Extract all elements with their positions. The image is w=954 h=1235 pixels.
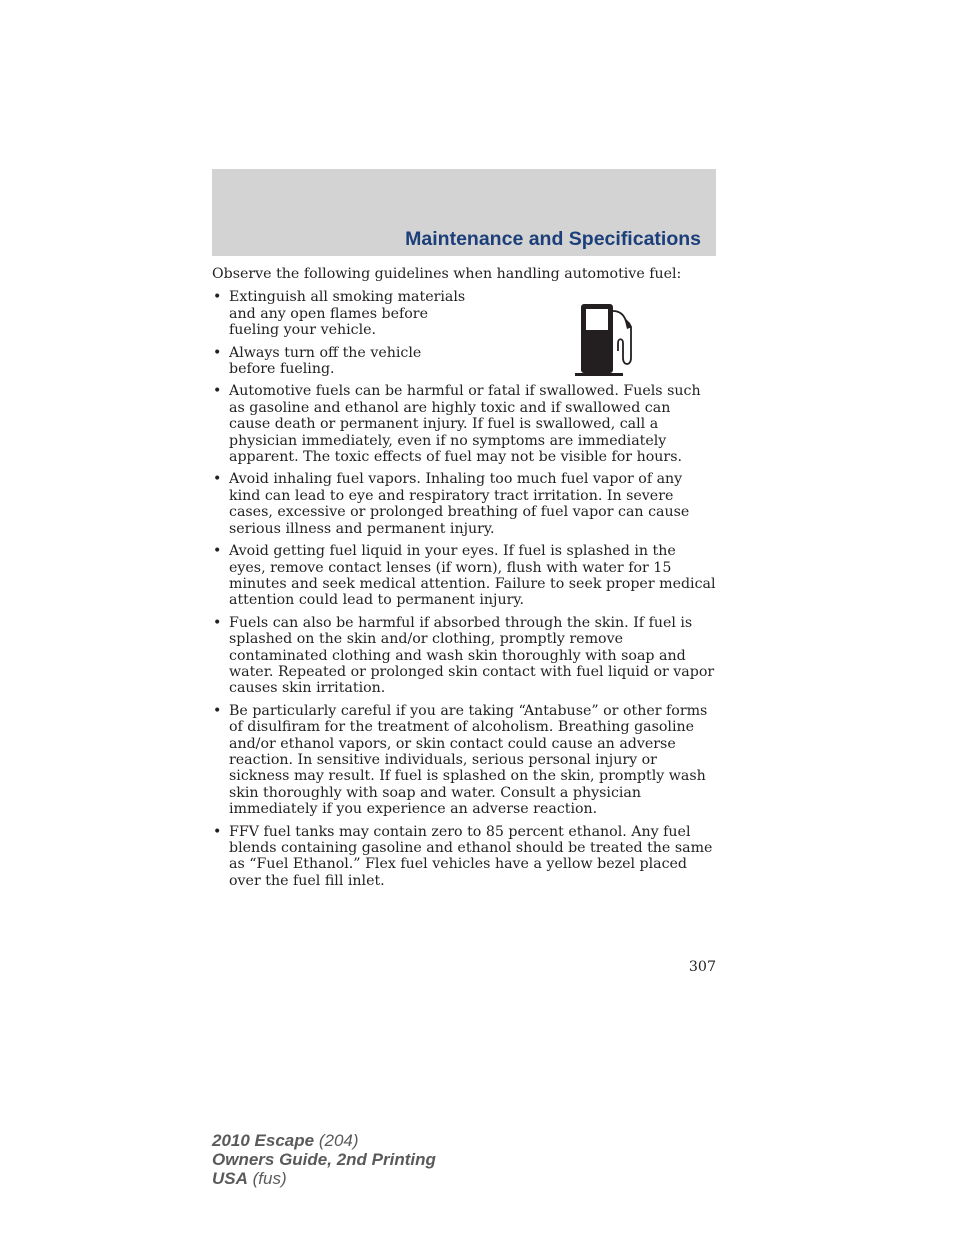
list-item: • Be particularly careful if you are taking “Antabuse” or other forms of disulfiram for the treatment of alcoholism. Breathing gasoline and/or ethanol vapors, or skin contact could cause an adverse reaction. In sensitive individuals, serious personal injury or sickness may result. If fuel is splashed on the skin, promptly wash skin thoroughly with soap and water. Consult a physician immediately if you experience an adverse reaction. <box>212 703 716 818</box>
footer-model: 2010 Escape <box>212 1131 315 1150</box>
footer-market: USA <box>212 1169 248 1188</box>
list-item: • FFV fuel tanks may contain zero to 85 percent ethanol. Any fuel blends containing gasoline and ethanol should be treated the same as “Fuel Ethanol.” Flex fuel vehicles have a yellow bezel placed over the fuel fill inlet. <box>212 824 716 890</box>
list-item: • Extinguish all smoking materials and any open flames before fueling your vehicle. <box>212 289 471 338</box>
section-title: Maintenance and Specifications <box>405 228 701 250</box>
section-header-band <box>212 169 716 256</box>
intro-paragraph: Observe the following guidelines when handling automotive fuel: <box>212 266 682 282</box>
list-item: • Automotive fuels can be harmful or fatal if swallowed. Fuels such as gasoline and ethanol are highly toxic and if swallowed can cause death or permanent injury. If fuel is swallowed, call a physician immediately, even if no symptoms are immediately apparent. The toxic effects of fuel may not be visible for hours. <box>212 383 716 465</box>
footer-market-line <box>212 1169 436 1188</box>
footer-model-line <box>212 1131 436 1150</box>
list-item: • Always turn off the vehicle before fueling. <box>212 345 471 378</box>
footer-market-code: (fus) <box>252 1169 287 1188</box>
footer-model-code: (204) <box>318 1131 359 1150</box>
page-body <box>212 266 716 895</box>
footer-guide: Owners Guide, 2nd Printing <box>212 1150 436 1169</box>
list-item: • Fuels can also be harmful if absorbed through the skin. If fuel is splashed on the skin and/or clothing, promptly remove contaminated clothing and wash skin thoroughly with soap and water. Repeated or prolonged skin contact with fuel liquid or vapor causes skin irritation. <box>212 615 716 697</box>
guideline-list <box>212 289 716 889</box>
list-item: • Avoid getting fuel liquid in your eyes. If fuel is splashed in the eyes, remove contact lenses (if worn), flush with water for 15 minutes and seek medical attention. Failure to seek proper medical attention could lead to permanent injury. <box>212 543 716 609</box>
fuel-pump-icon <box>574 303 636 377</box>
footer <box>212 1131 436 1188</box>
page-number: 307 <box>688 959 716 975</box>
list-item: • Avoid inhaling fuel vapors. Inhaling too much fuel vapor of any kind can lead to eye and respiratory tract irritation. In severe cases, excessive or prolonged breathing of fuel vapor can cause serious illness and permanent injury. <box>212 471 716 537</box>
footer-guide-line <box>212 1150 436 1169</box>
